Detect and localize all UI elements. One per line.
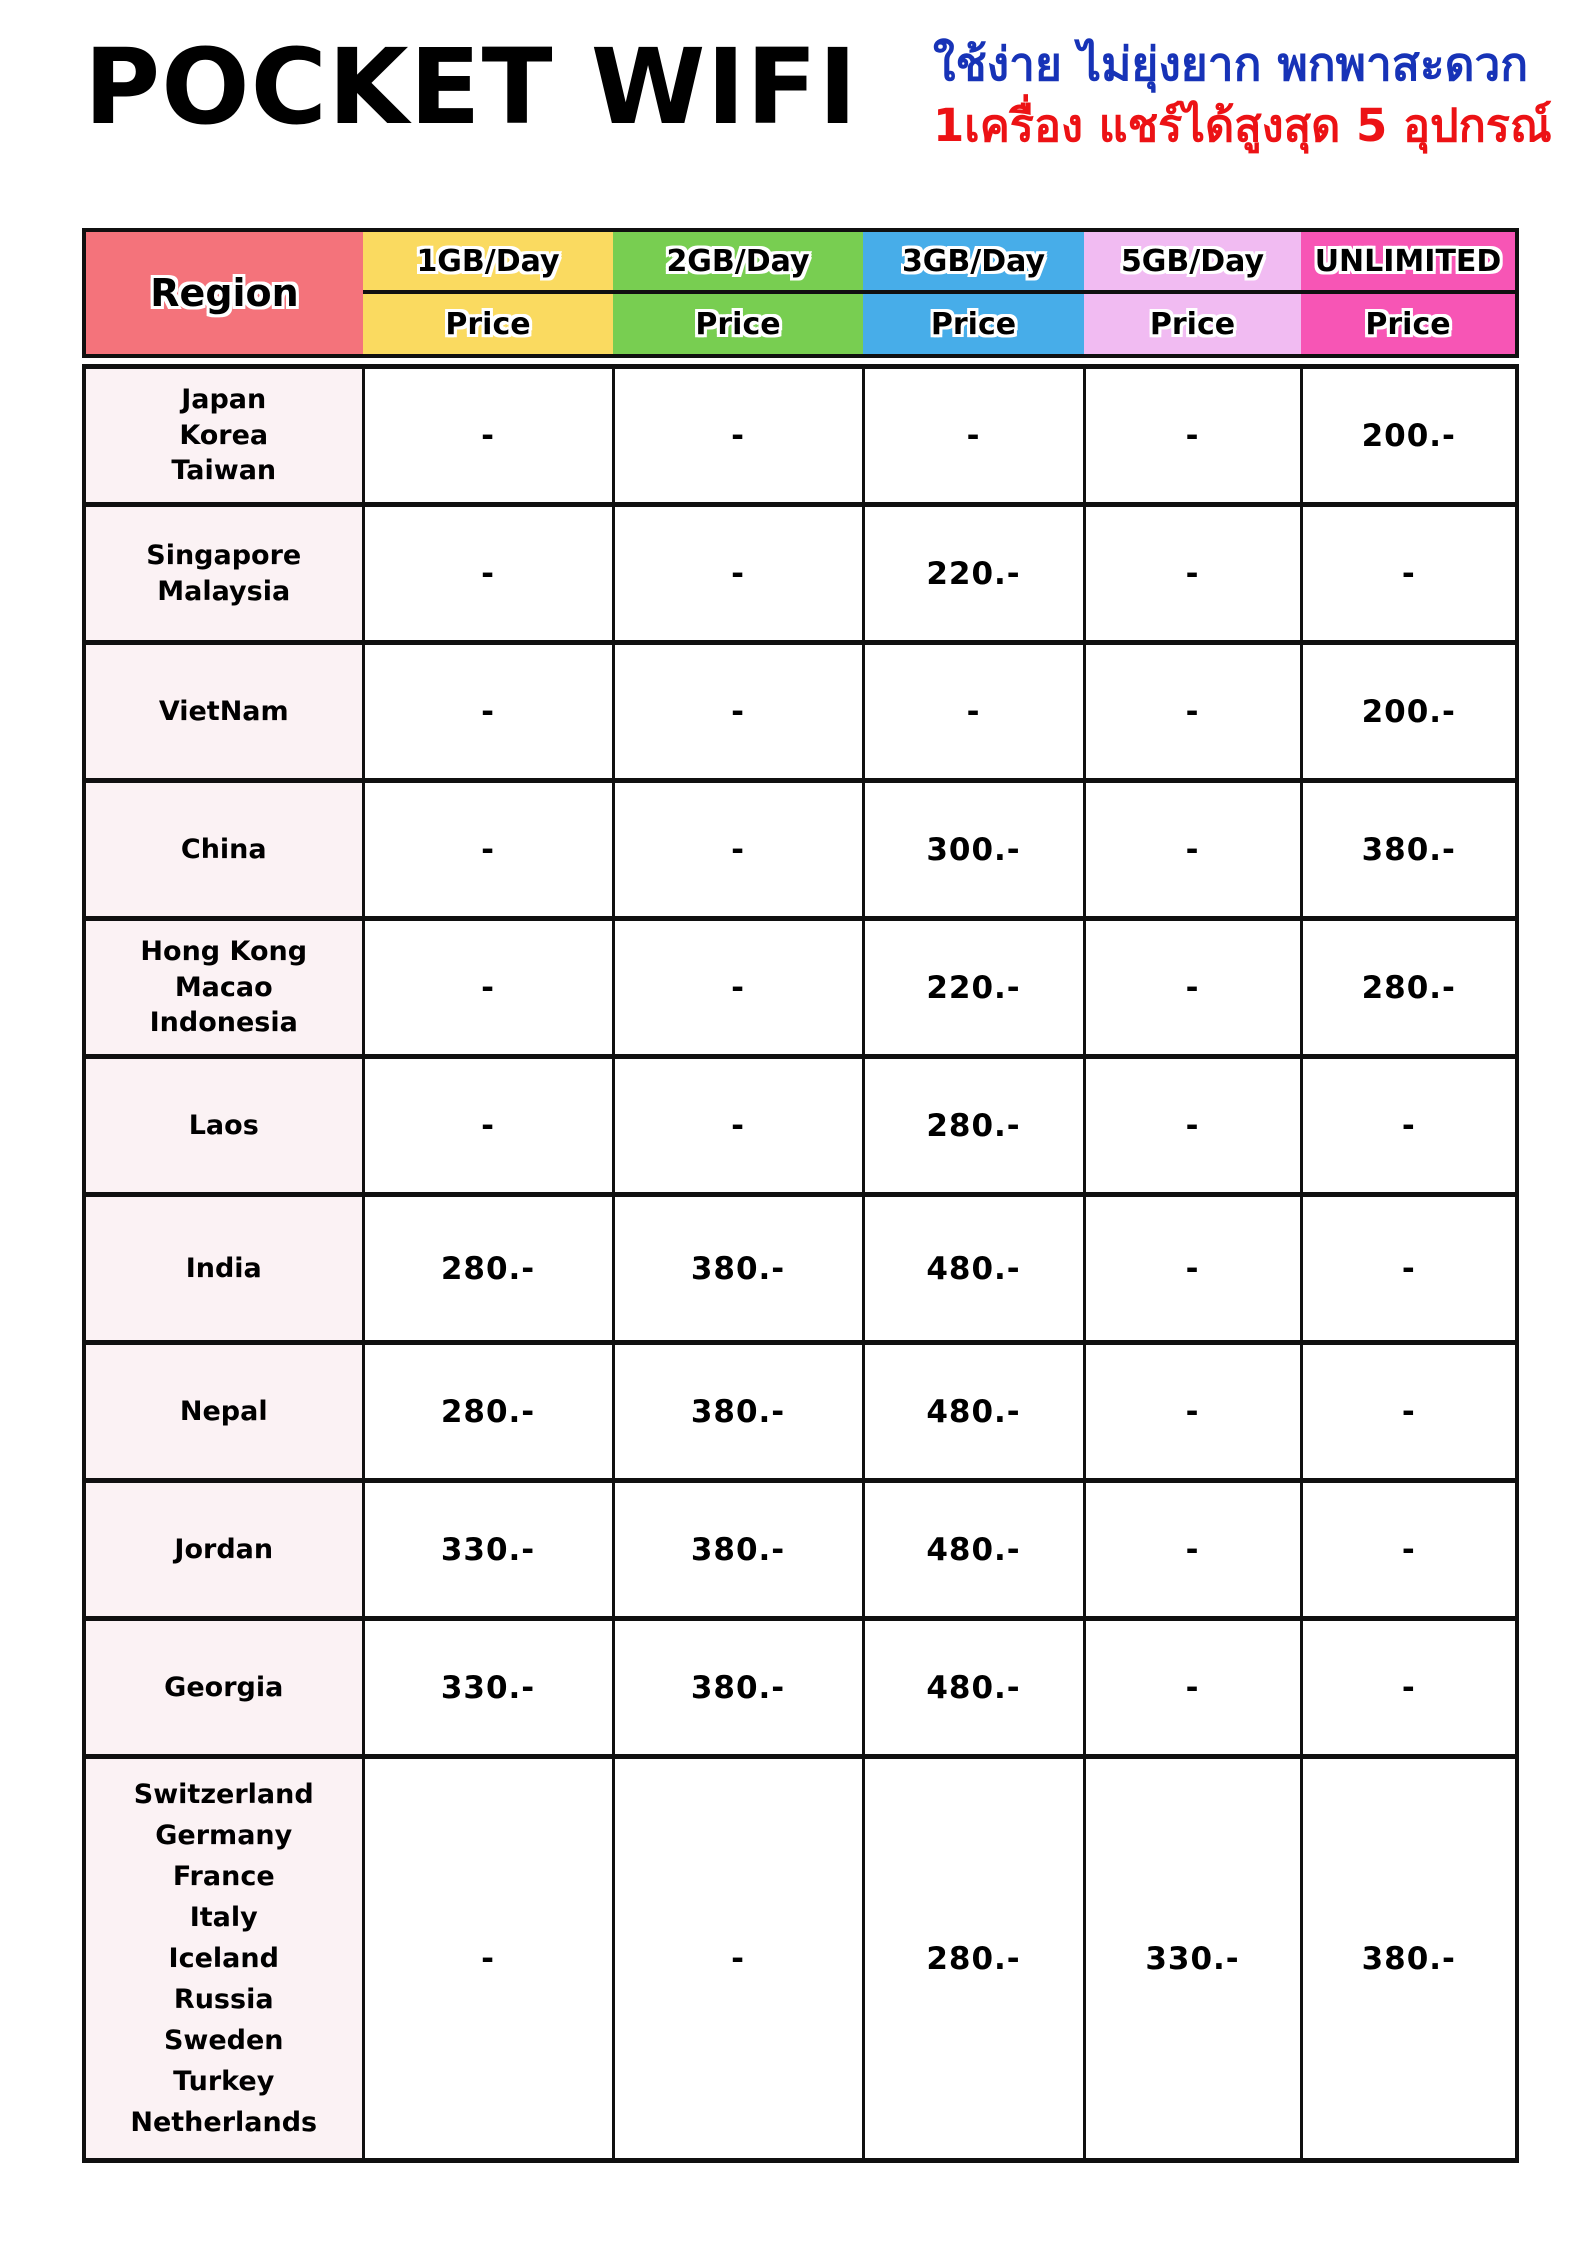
tagline-blue: ใช้ง่าย ไม่ยุ่งยาก พกพาสะดวก (933, 37, 1529, 91)
price-cell: 280.- (363, 1195, 613, 1343)
price-cell: - (1301, 1481, 1517, 1619)
price-cell: 380.- (613, 1195, 863, 1343)
region-name: Russia (173, 1984, 274, 2016)
region-name: Taiwan (171, 455, 277, 487)
region-name: Italy (189, 1901, 258, 1933)
price-cell: - (613, 1057, 863, 1195)
taglines (933, 36, 1581, 154)
price-cell: - (1301, 1195, 1517, 1343)
pricing-table-body (82, 364, 1519, 2163)
region-name: Malaysia (157, 575, 291, 607)
price-cell: - (363, 367, 613, 505)
price-cell: - (1084, 367, 1301, 505)
table-row-europe (84, 1757, 1517, 2161)
region-name: Jordan (174, 1533, 274, 1565)
price-cell: 380.- (1301, 1757, 1517, 2161)
price-header-cell: Price (613, 292, 863, 356)
price-cell: - (1084, 1057, 1301, 1195)
price-cell: - (1084, 1195, 1301, 1343)
price-cell: - (1084, 1619, 1301, 1757)
price-cell: 280.- (863, 1057, 1084, 1195)
price-cell: - (1084, 505, 1301, 643)
region-name: Turkey (173, 2066, 275, 2098)
region-cell (84, 919, 363, 1057)
price-header-cell: Price (1084, 292, 1301, 356)
region-cell (84, 1343, 363, 1481)
table-row-india (84, 1195, 1517, 1343)
price-cell: 480.- (863, 1195, 1084, 1343)
region-cell (84, 1195, 363, 1343)
price-cell: - (363, 919, 613, 1057)
price-cell: 280.- (1301, 919, 1517, 1057)
price-cell: - (613, 781, 863, 919)
plan-header-2gb: 2GB/Day (613, 230, 863, 292)
price-cell: 380.- (613, 1343, 863, 1481)
price-cell: - (1301, 1057, 1517, 1195)
region-name: France (172, 1860, 275, 1892)
region-name: Nepal (179, 1395, 268, 1427)
price-cell: 380.- (613, 1481, 863, 1619)
region-name: Indonesia (149, 1007, 298, 1039)
region-cell (84, 1619, 363, 1757)
region-cell (84, 1057, 363, 1195)
region-cell (84, 1481, 363, 1619)
region-name: Sweden (163, 2025, 284, 2057)
price-cell: - (1301, 1343, 1517, 1481)
region-name: Laos (188, 1109, 259, 1141)
price-header-cell: Price (863, 292, 1084, 356)
region-cell (84, 367, 363, 505)
price-cell: - (363, 781, 613, 919)
region-name: Korea (179, 419, 269, 451)
region-name: Hong Kong (140, 936, 308, 968)
region-name: Georgia (164, 1671, 284, 1703)
region-name: Switzerland (133, 1778, 314, 1810)
table-row-vietnam (84, 643, 1517, 781)
table-row-jordan (84, 1481, 1517, 1619)
price-cell: 200.- (1301, 643, 1517, 781)
price-cell: 220.- (863, 919, 1084, 1057)
page-title: POCKET WIFI (84, 26, 858, 148)
region-name: Germany (155, 1819, 293, 1851)
price-cell: - (363, 505, 613, 643)
table-row-laos (84, 1057, 1517, 1195)
plan-header-unlimited: UNLIMITED (1301, 230, 1517, 292)
region-header-cell: Region (84, 230, 363, 356)
plan-header-1gb: 1GB/Day (363, 230, 613, 292)
region-name: Macao (174, 971, 273, 1003)
price-cell: 480.- (863, 1619, 1084, 1757)
price-cell: - (1084, 781, 1301, 919)
price-cell: - (1301, 505, 1517, 643)
price-cell: 480.- (863, 1343, 1084, 1481)
price-cell: 330.- (363, 1481, 613, 1619)
table-row-china (84, 781, 1517, 919)
plan-header-5gb: 5GB/Day (1084, 230, 1301, 292)
region-cell (84, 505, 363, 643)
price-cell: - (613, 643, 863, 781)
pricing-table-header (82, 228, 1519, 358)
price-cell: - (1084, 643, 1301, 781)
price-cell: - (613, 367, 863, 505)
price-header-cell: Price (1301, 292, 1517, 356)
price-cell: 480.- (863, 1481, 1084, 1619)
plan-header-3gb: 3GB/Day (863, 230, 1084, 292)
price-cell: - (1084, 1481, 1301, 1619)
table-row-georgia (84, 1619, 1517, 1757)
plan-header-row (84, 230, 1517, 292)
tagline-red: 1เครื่อง แชร์ได้สูงสุด 5 อุปกรณ์ (933, 98, 1552, 152)
price-cell: 280.- (363, 1343, 613, 1481)
region-name: Singapore (146, 539, 302, 571)
price-cell: 280.- (863, 1757, 1084, 2161)
table-row-singapore-malaysia (84, 505, 1517, 643)
price-cell: - (613, 919, 863, 1057)
price-cell: - (613, 1757, 863, 2161)
price-cell: - (863, 643, 1084, 781)
price-cell: - (1084, 919, 1301, 1057)
price-cell: 200.- (1301, 367, 1517, 505)
region-name: VietNam (158, 695, 289, 727)
region-cell (84, 781, 363, 919)
price-cell: - (1084, 1343, 1301, 1481)
region-name: Netherlands (130, 2107, 318, 2139)
price-cell: 380.- (1301, 781, 1517, 919)
price-cell: 330.- (363, 1619, 613, 1757)
price-cell: - (863, 367, 1084, 505)
price-cell: 220.- (863, 505, 1084, 643)
table-row-hongkong-macao-indonesia (84, 919, 1517, 1057)
region-name: Japan (181, 384, 267, 416)
region-cell (84, 643, 363, 781)
price-cell: - (613, 505, 863, 643)
table-row-nepal (84, 1343, 1517, 1481)
price-cell: - (363, 643, 613, 781)
region-cell (84, 1757, 363, 2161)
price-cell: - (363, 1057, 613, 1195)
price-header-cell: Price (363, 292, 613, 356)
price-cell: 300.- (863, 781, 1084, 919)
price-cell: - (363, 1757, 613, 2161)
price-cell: 330.- (1084, 1757, 1301, 2161)
region-name: China (180, 833, 267, 865)
price-cell: 380.- (613, 1619, 863, 1757)
region-name: India (185, 1252, 262, 1284)
price-cell: - (1301, 1619, 1517, 1757)
table-row-japan-korea-taiwan (84, 367, 1517, 505)
region-name: Iceland (168, 1942, 279, 1974)
